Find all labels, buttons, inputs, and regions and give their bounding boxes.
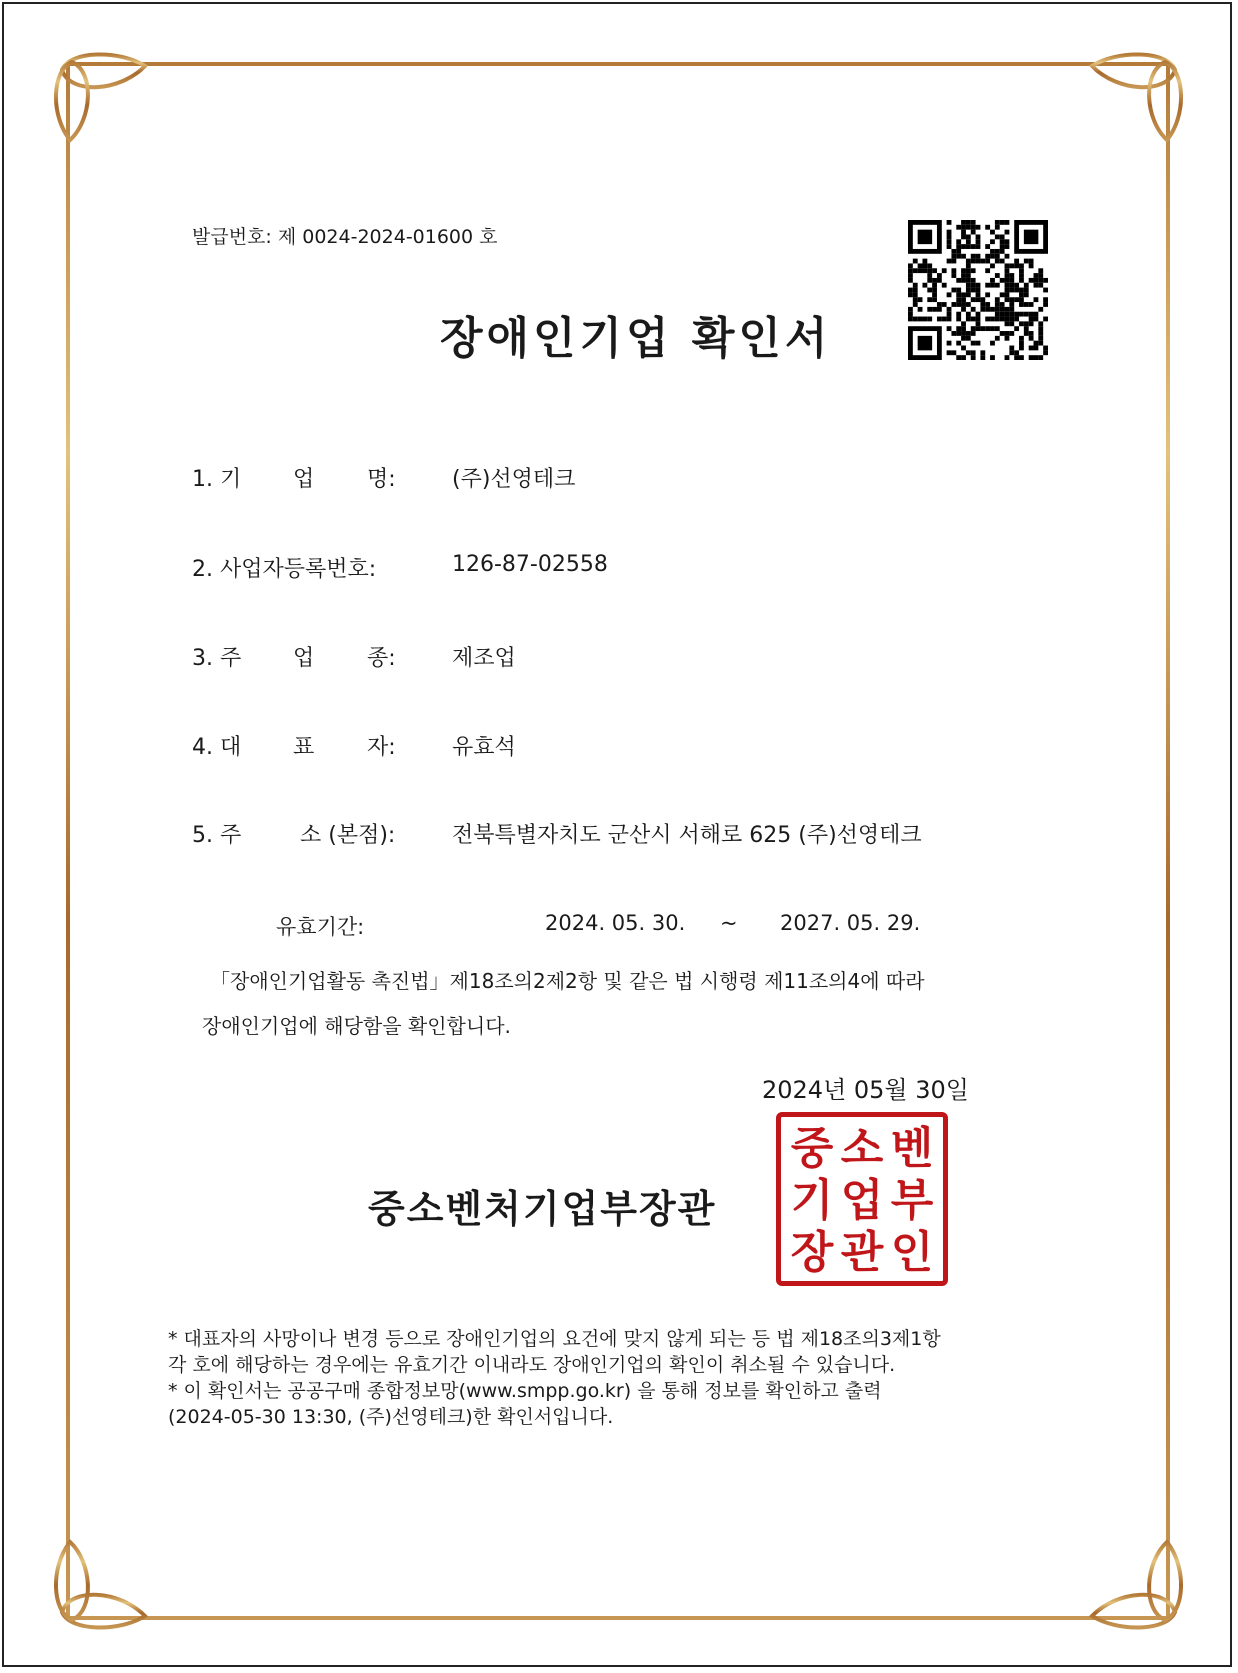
field-industry-label: 3. 주 업 종: (192, 646, 396, 671)
field-company-label: 1. 기 업 명: (192, 467, 396, 492)
official-seal: 중 소 벤 기 업 부 장 관 인 (776, 1112, 948, 1286)
footnote-line-3: * 이 확인서는 공공구매 종합정보망(www.smpp.go.kr) 을 통해 정보를 확인하고 출력 (168, 1380, 882, 1402)
validity-start: 2024. 05. 30. (545, 911, 686, 935)
field-ceo-value: 유효석 (452, 735, 516, 760)
issue-date: 2024년 05월 30일 (762, 1076, 969, 1104)
statement-line-1: 「장애인기업활동 촉진법」제18조의2제2항 및 같은 법 시행령 제11조의4에 따라 (210, 969, 925, 993)
field-address-value: 전북특별자치도 군산시 서해로 625 (주)선영테크 (452, 823, 922, 848)
footnote-line-4: (2024-05-30 13:30, (주)선영테크)한 확인서입니다. (168, 1406, 614, 1428)
field-company-value: (주)선영테크 (452, 467, 576, 492)
validity-separator: ~ (720, 911, 738, 935)
footnotes (168, 1326, 1088, 1430)
footnote-line-1: * 대표자의 사망이나 변경 등으로 장애인기업의 요건에 맞지 않게 되는 등 법 제18조의3제1항 (168, 1328, 941, 1350)
document-title: 장애인기업 확인서 (440, 313, 832, 364)
field-address-label: 5. 주 소 (본점): (192, 823, 396, 848)
qr-code[interactable] (908, 220, 1048, 360)
issue-number: 발급번호: 제 0024-2024-01600 호 (192, 226, 498, 248)
statement-line-2: 장애인기업에 해당함을 확인합니다. (202, 1014, 511, 1038)
field-industry-value: 제조업 (452, 646, 516, 671)
footnote-line-2: 각 호에 해당하는 경우에는 유효기간 이내라도 장애인기업의 확인이 취소될 수 있습니다. (168, 1354, 896, 1376)
field-bizno-value: 126-87-02558 (452, 552, 608, 577)
issuer-minister: 중소벤처기업부장관 (368, 1187, 717, 1231)
validity-label: 유효기간: (276, 915, 365, 939)
field-bizno-label: 2. 사업자등록번호: (192, 557, 377, 582)
validity-end: 2027. 05. 29. (780, 911, 921, 935)
field-ceo-label: 4. 대 표 자: (192, 735, 396, 760)
